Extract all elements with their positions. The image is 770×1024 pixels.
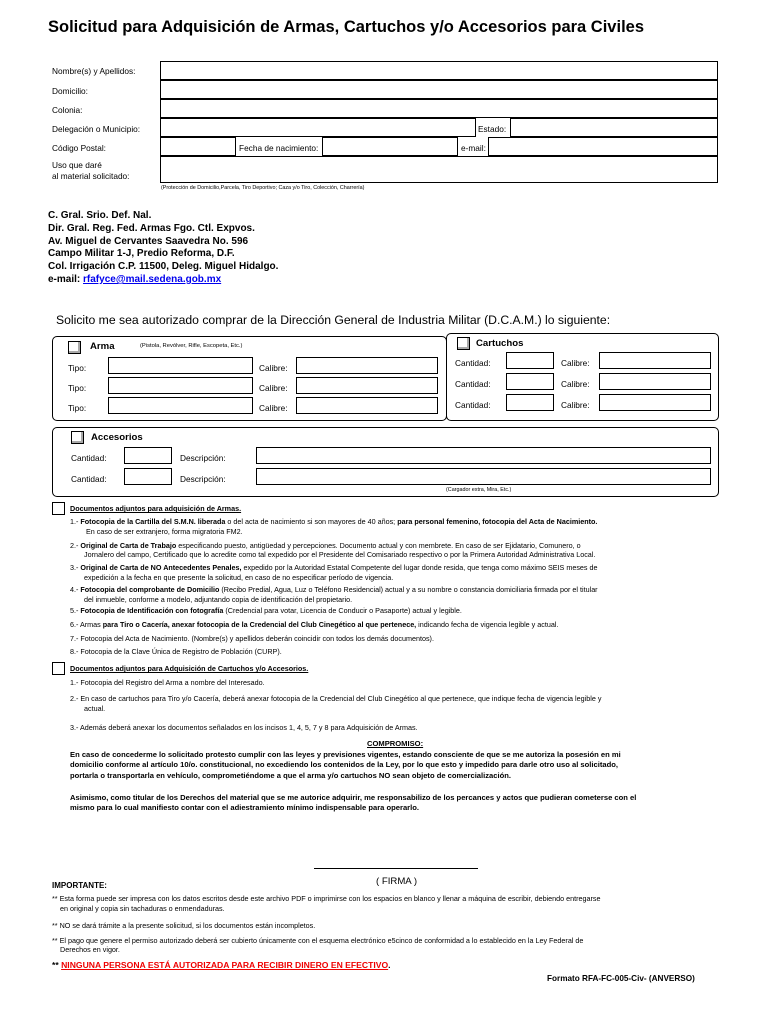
nombre-input[interactable] (160, 61, 718, 80)
nombre-label: Nombre(s) y Apellidos: (52, 66, 136, 76)
docs-armas-checkbox[interactable] (52, 502, 65, 515)
page-title: Solicitud para Adquisición de Armas, Cartuchos y/o Accesorios para Civiles (48, 18, 645, 36)
arma-tipo-input-2[interactable] (108, 377, 253, 394)
address-block (48, 210, 278, 287)
fecha-nac-label: Fecha de nacimiento: (239, 143, 319, 153)
arma-tipo-input-3[interactable] (108, 397, 253, 414)
accesorios-label: Accesorios (91, 432, 143, 443)
docs-cart-heading: Documentos adjuntos para Adquisición de Cartuchos y/o Accesorios. (70, 664, 309, 673)
cart-cantidad-label-2: Cantidad: (455, 379, 491, 389)
importante-heading: IMPORTANTE: (52, 881, 107, 890)
address-email-label: e-mail: (48, 273, 81, 285)
domicilio-input[interactable] (160, 80, 718, 99)
cp-label: Código Postal: (52, 143, 106, 153)
address-line-3: Av. Miguel de Cervantes Saavedra No. 596 (48, 235, 249, 247)
firma-label: ( FIRMA ) (376, 876, 418, 887)
formato-code: Formato RFA-FC-005-Civ- (ANVERSO) (547, 974, 695, 983)
note-4: ** NINGUNA PERSONA ESTÁ AUTORIZADA PARA RECIBIR DINERO EN EFECTIVO. (52, 960, 391, 970)
cart-calibre-label-2: Calibre: (561, 379, 590, 389)
acc-descripcion-label-1: Descripción: (180, 453, 226, 463)
arma-calibre-input-2[interactable] (296, 377, 438, 394)
delegacion-input[interactable] (160, 118, 476, 137)
docs-cart-item-2-cont: actual. (84, 704, 106, 713)
docs-armas-item-4-cont: del inmueble, conforme a modelo, adjuntando copia de identificación del propietario. (84, 595, 353, 604)
compromiso-p2: Asimismo, como titular de los Derechos del material que se me autorice adquirir, me responsabilizo de los percances y actos que pudieran cometerse con el mismo para lo cual manifiesto contar con el adiestramiento mínimo indispensable para operarlo. (70, 793, 637, 813)
uso-input[interactable] (160, 156, 718, 183)
docs-cart-checkbox[interactable] (52, 662, 65, 675)
colonia-label: Colonia: (52, 105, 83, 115)
address-line-4: Campo Militar 1-J, Predio Reforma, D.F. (48, 248, 235, 260)
estado-label: Estado: (478, 124, 507, 134)
cartuchos-label: Cartuchos (476, 338, 524, 349)
arma-hint: (Pistola, Revólver, Rifle, Escopeta, Etc.) (140, 343, 243, 349)
solicito-text: Solicito me sea autorizado comprar de la Dirección General de Industria Militar (D.C.A.M.) lo siguiente: (56, 313, 611, 327)
acc-cantidad-label-2: Cantidad: (71, 474, 107, 484)
cart-cantidad-label-1: Cantidad: (455, 358, 491, 368)
note-3-cont: Derechos en vigor. (60, 945, 120, 954)
acc-cantidad-label-1: Cantidad: (71, 453, 107, 463)
note-4-warning: NINGUNA PERSONA ESTÁ AUTORIZADA PARA RECIBIR DINERO EN EFECTIVO (61, 960, 389, 970)
arma-checkbox[interactable] (68, 341, 81, 354)
uso-hint: (Protección de Domicilio,Parcela, Tiro Deportivo; Caza y/o Tiro, Colección, Charrería) (161, 185, 365, 191)
colonia-input[interactable] (160, 99, 718, 118)
address-line-2: Dir. Gral. Reg. Fed. Armas Fgo. Ctl. Expvos. (48, 222, 255, 234)
docs-cart-item-3: 3.- Además deberá anexar los documentos señalados en los incisos 1, 4, 5, 7 y 8 para Adquisición de Armas. (70, 723, 418, 732)
uso-label-2: al material solicitado: (52, 171, 130, 181)
acc-descripcion-label-2: Descripción: (180, 474, 226, 484)
note-1-cont: en original y copia sin tachaduras o enmendaduras. (60, 904, 225, 913)
docs-armas-item-2: 2.- Original de Carta de Trabajo especificando puesto, antigüedad y percepciones. Documento actual y con membrete. En caso de ser Ejidatario, Comunero, o (70, 541, 581, 550)
docs-armas-heading: Documentos adjuntos para adquisición de Armas. (70, 504, 242, 513)
arma-calibre-label-1: Calibre: (259, 363, 288, 373)
address-line-1: C. Gral. Srio. Def. Nal. (48, 210, 152, 221)
acc-descripcion-input-2[interactable] (256, 468, 711, 485)
arma-calibre-label-2: Calibre: (259, 383, 288, 393)
email-input[interactable] (488, 137, 718, 156)
note-2: ** NO se dará trámite a la presente solicitud, si los documentos están incompletos. (52, 921, 316, 930)
docs-armas-item-1-cont: En caso de ser extranjero, forma migratoria FM2. (86, 527, 243, 536)
cart-calibre-label-3: Calibre: (561, 400, 590, 410)
fecha-nac-input[interactable] (322, 137, 458, 156)
arma-tipo-label-2: Tipo: (68, 383, 87, 393)
docs-armas-item-2-cont: Jornalero del campo, Certificado que lo acredite como tal expedido por el Presidente del Comisariado respectivo o por la Primera Autoridad Administrativa Local. (84, 550, 596, 559)
uso-label-1: Uso que daré (52, 160, 102, 170)
docs-armas-item-5: 5.- Fotocopia de Identificación con fotografía (Credencial para votar, Licencia de Conducir o Pasaporte) actual y legible. (70, 606, 462, 615)
docs-cart-item-2: 2.- En caso de cartuchos para Tiro y/o Cacería, deberá anexar fotocopia de la Credencial del Club Cinegético al que pertenece, que indique fecha de vigencia legible y (70, 694, 602, 703)
signature-line[interactable] (314, 868, 478, 869)
acc-descripcion-input-1[interactable] (256, 447, 711, 464)
docs-armas-item-6: 6.- Armas para Tiro o Cacería, anexar fotocopia de la Credencial del Club Cinegético al que pertenece, indicando fecha de vigencia legible y actual. (70, 620, 559, 629)
arma-calibre-input-1[interactable] (296, 357, 438, 374)
arma-calibre-label-3: Calibre: (259, 403, 288, 413)
docs-armas-item-1: 1.- Fotocopia de la Cartilla del S.M.N. liberada o del acta de nacimiento si son mayores de 40 años; para personal femenino, fotocopia del Acta de Nacimiento. (70, 517, 598, 526)
acc-cantidad-input-2[interactable] (124, 468, 172, 485)
cart-calibre-input-3[interactable] (599, 394, 711, 411)
docs-armas-item-3-cont: expedición a la fecha en que presente la solicitud, en caso de no especificar período de vigencia. (84, 573, 394, 582)
cart-cantidad-label-3: Cantidad: (455, 400, 491, 410)
docs-armas-item-8: 8.- Fotocopia de la Clave Única de Registro de Población (CURP). (70, 647, 282, 656)
domicilio-label: Domicilio: (52, 86, 88, 96)
docs-armas-item-7: 7.- Fotocopia del Acta de Nacimiento. (Nombre(s) y apellidos deberán coincidir con todos los demás documentos). (70, 634, 434, 643)
accesorios-checkbox[interactable] (71, 431, 84, 444)
address-email-row (48, 274, 278, 287)
cart-cantidad-input-3[interactable] (506, 394, 554, 411)
cart-cantidad-input-1[interactable] (506, 352, 554, 369)
email-label: e-mail: (461, 143, 486, 153)
cart-calibre-label-1: Calibre: (561, 358, 590, 368)
acc-cantidad-input-1[interactable] (124, 447, 172, 464)
note-3: ** El pago que genere el permiso autorizado deberá ser cubierto únicamente con el esquema electrónico e5cinco de conformidad a lo establecido en la Ley Federal de (52, 936, 584, 945)
address-email-link[interactable]: rfafyce@mail.sedena.gob.mx (83, 273, 222, 285)
arma-tipo-label-1: Tipo: (68, 363, 87, 373)
cartuchos-checkbox[interactable] (457, 337, 470, 350)
cart-calibre-input-2[interactable] (599, 373, 711, 390)
docs-armas-item-3: 3.- Original de Carta de NO Antecedentes Penales, expedido por la Autoridad Estatal Competente del lugar donde resida, que tenga como máximo SEIS meses de (70, 563, 598, 572)
arma-calibre-input-3[interactable] (296, 397, 438, 414)
acc-hint: (Cargador extra, Mira, Etc.) (446, 487, 512, 493)
arma-tipo-input-1[interactable] (108, 357, 253, 374)
docs-armas-item-4: 4.- Fotocopia del comprobante de Domicilio (Recibo Predial, Agua, Luz o Teléfono Residencial) actual y a su nombre o constancia domiciliaria firmada por el titular (70, 585, 598, 594)
compromiso-heading: COMPROMISO: (367, 739, 424, 748)
arma-label: Arma (90, 341, 115, 352)
address-line-5: Col. Irrigación C.P. 11500, Deleg. Miguel Hidalgo. (48, 261, 279, 273)
cart-calibre-input-1[interactable] (599, 352, 711, 369)
docs-cart-item-1: 1.- Fotocopia del Registro del Arma a nombre del Interesado. (70, 678, 265, 687)
compromiso-p1: En caso de concederme lo solicitado protesto cumplir con las leyes y previsiones vigentes, estando consciente de que se me autoriza la posesión en mi domicilio conforme al artículo 10/o. constitucional, no excediendo los contenidos de la Ley, por lo que esto y impedido para darle otro uso al solicitado, portarla o transportarla en vehículo, comprometiéndome a que el arma y/o cartuchos NO sean objeto de comercialización. (70, 750, 621, 780)
cp-input[interactable] (160, 137, 236, 156)
arma-tipo-label-3: Tipo: (68, 403, 87, 413)
cart-cantidad-input-2[interactable] (506, 373, 554, 390)
note-1: ** Esta forma puede ser impresa con los datos escritos desde este archivo PDF o imprimirse con los espacios en blanco y llenar a máquina de escribir, debiendo entregarse (52, 894, 601, 903)
delegacion-label: Delegación o Municipio: (52, 124, 141, 134)
estado-input[interactable] (510, 118, 718, 137)
